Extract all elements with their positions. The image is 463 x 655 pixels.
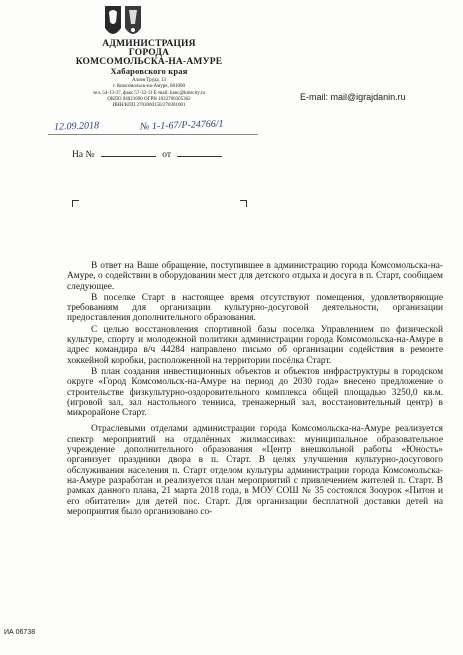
body-paragraph: В ответ на Ваше обращение, поступившее в администрацию города Комсомольска-на-Амуре, о содействии в оборудовании мест для детского отдыха и досуга в п. Старт, сообщаем следующее. (67, 261, 443, 292)
coat-of-arms-icon (103, 4, 143, 42)
body-paragraph: С целью восстановления спортивной базы поселка Управлением по физической культуре, спорту и молодежной политики администрации города Комсомольска-на-Амуре в адрес командира в/ч 44284 направлено письмо об организации содействия в ремонте хоккейной коробки, расположенной на территории посёлка Старт. (67, 324, 443, 366)
body-paragraph: В поселке Старт в настоящее время отсутствуют помещения, удовлетворяющие требованиям для организации культурно-досуговой деятельности, организации предоставления дополнительного образования. (67, 292, 443, 324)
body-paragraph: Отраслевыми отделами администрации города Комсомольска-на-Амуре реализуется спектр мероприятий на отдалённых жилмассивах: муниципальное образовательное учреждение дополнительного образования «Центр внешкольной работы «Юность» организует праздники двора в п. Старт. В целях улучшения культурно-досугового обслуживания населения п. Старт отделом культуры администрации города Комсомольска-на-Амуре разработан и реализуется план мероприятий с привлечением жителей п. Старт. В рамках данного плана, 21 марта 2018 года, в МОУ СОШ № 35 состоялся Зооурок «Питон и его обитатели» для детей пос. Старт. Для организации бесплатной доставки детей на мероприятия было организовано со- (67, 424, 443, 517)
document-code: ИА 06738 (4, 629, 36, 636)
org-region: Хабаровского края (110, 66, 188, 76)
sender-block (74, 40, 224, 109)
reference-date-label: от (162, 150, 172, 160)
reference-number-blank (101, 147, 156, 157)
address-corner-left (72, 200, 79, 207)
org-okpo: ОКПО 04021690 ОГРН 1032700305362 (107, 96, 191, 102)
recipient-email: E-mail: mail@igrajdanin.ru (300, 92, 406, 102)
reference-line (72, 147, 226, 160)
address-corner-right (240, 200, 247, 207)
org-name-line3: КОМСОМОЛЬСКА-НА-АМУРЕ (75, 57, 223, 67)
org-contacts: тел. 54-13-37, факс 57-32-11 E-mail: kanc@kmscity.ru (92, 90, 206, 96)
reference-date-blank (177, 147, 222, 157)
stamp-number: № 1-1-67/Р-24766/1 (139, 118, 224, 133)
reference-number-label: На № (72, 150, 95, 160)
org-address-city: г. Комсомольск-на-Амуре, 681000 (112, 84, 185, 90)
org-inn: ИНН/КПП 2703000150/270301001 (112, 103, 186, 109)
org-address-street: Аллея Труда, 13 (131, 78, 167, 83)
registration-stamp (48, 118, 258, 137)
org-name-line1: АДМИНИСТРАЦИЯ (102, 39, 196, 49)
body-paragraph: В план создания инвестиционных объектов и объектов инфраструктуры в городском округе «Город Комсомольск-на-Амуре на период до 2030 года» внесено предложение о строительстве физкультурно-оздоровительного комплекса общей площадью 3250,0 кв.м. (игровой зал, зал настольного тенниса, тренажерный зал, восстановительный центр) в микрорайоне Старт. (67, 366, 443, 419)
org-name-line2: ГОРОДА (128, 48, 170, 58)
stamp-date: 12.09.2018 (53, 120, 100, 133)
stamp-underline (48, 134, 258, 135)
letter-body (67, 261, 443, 518)
